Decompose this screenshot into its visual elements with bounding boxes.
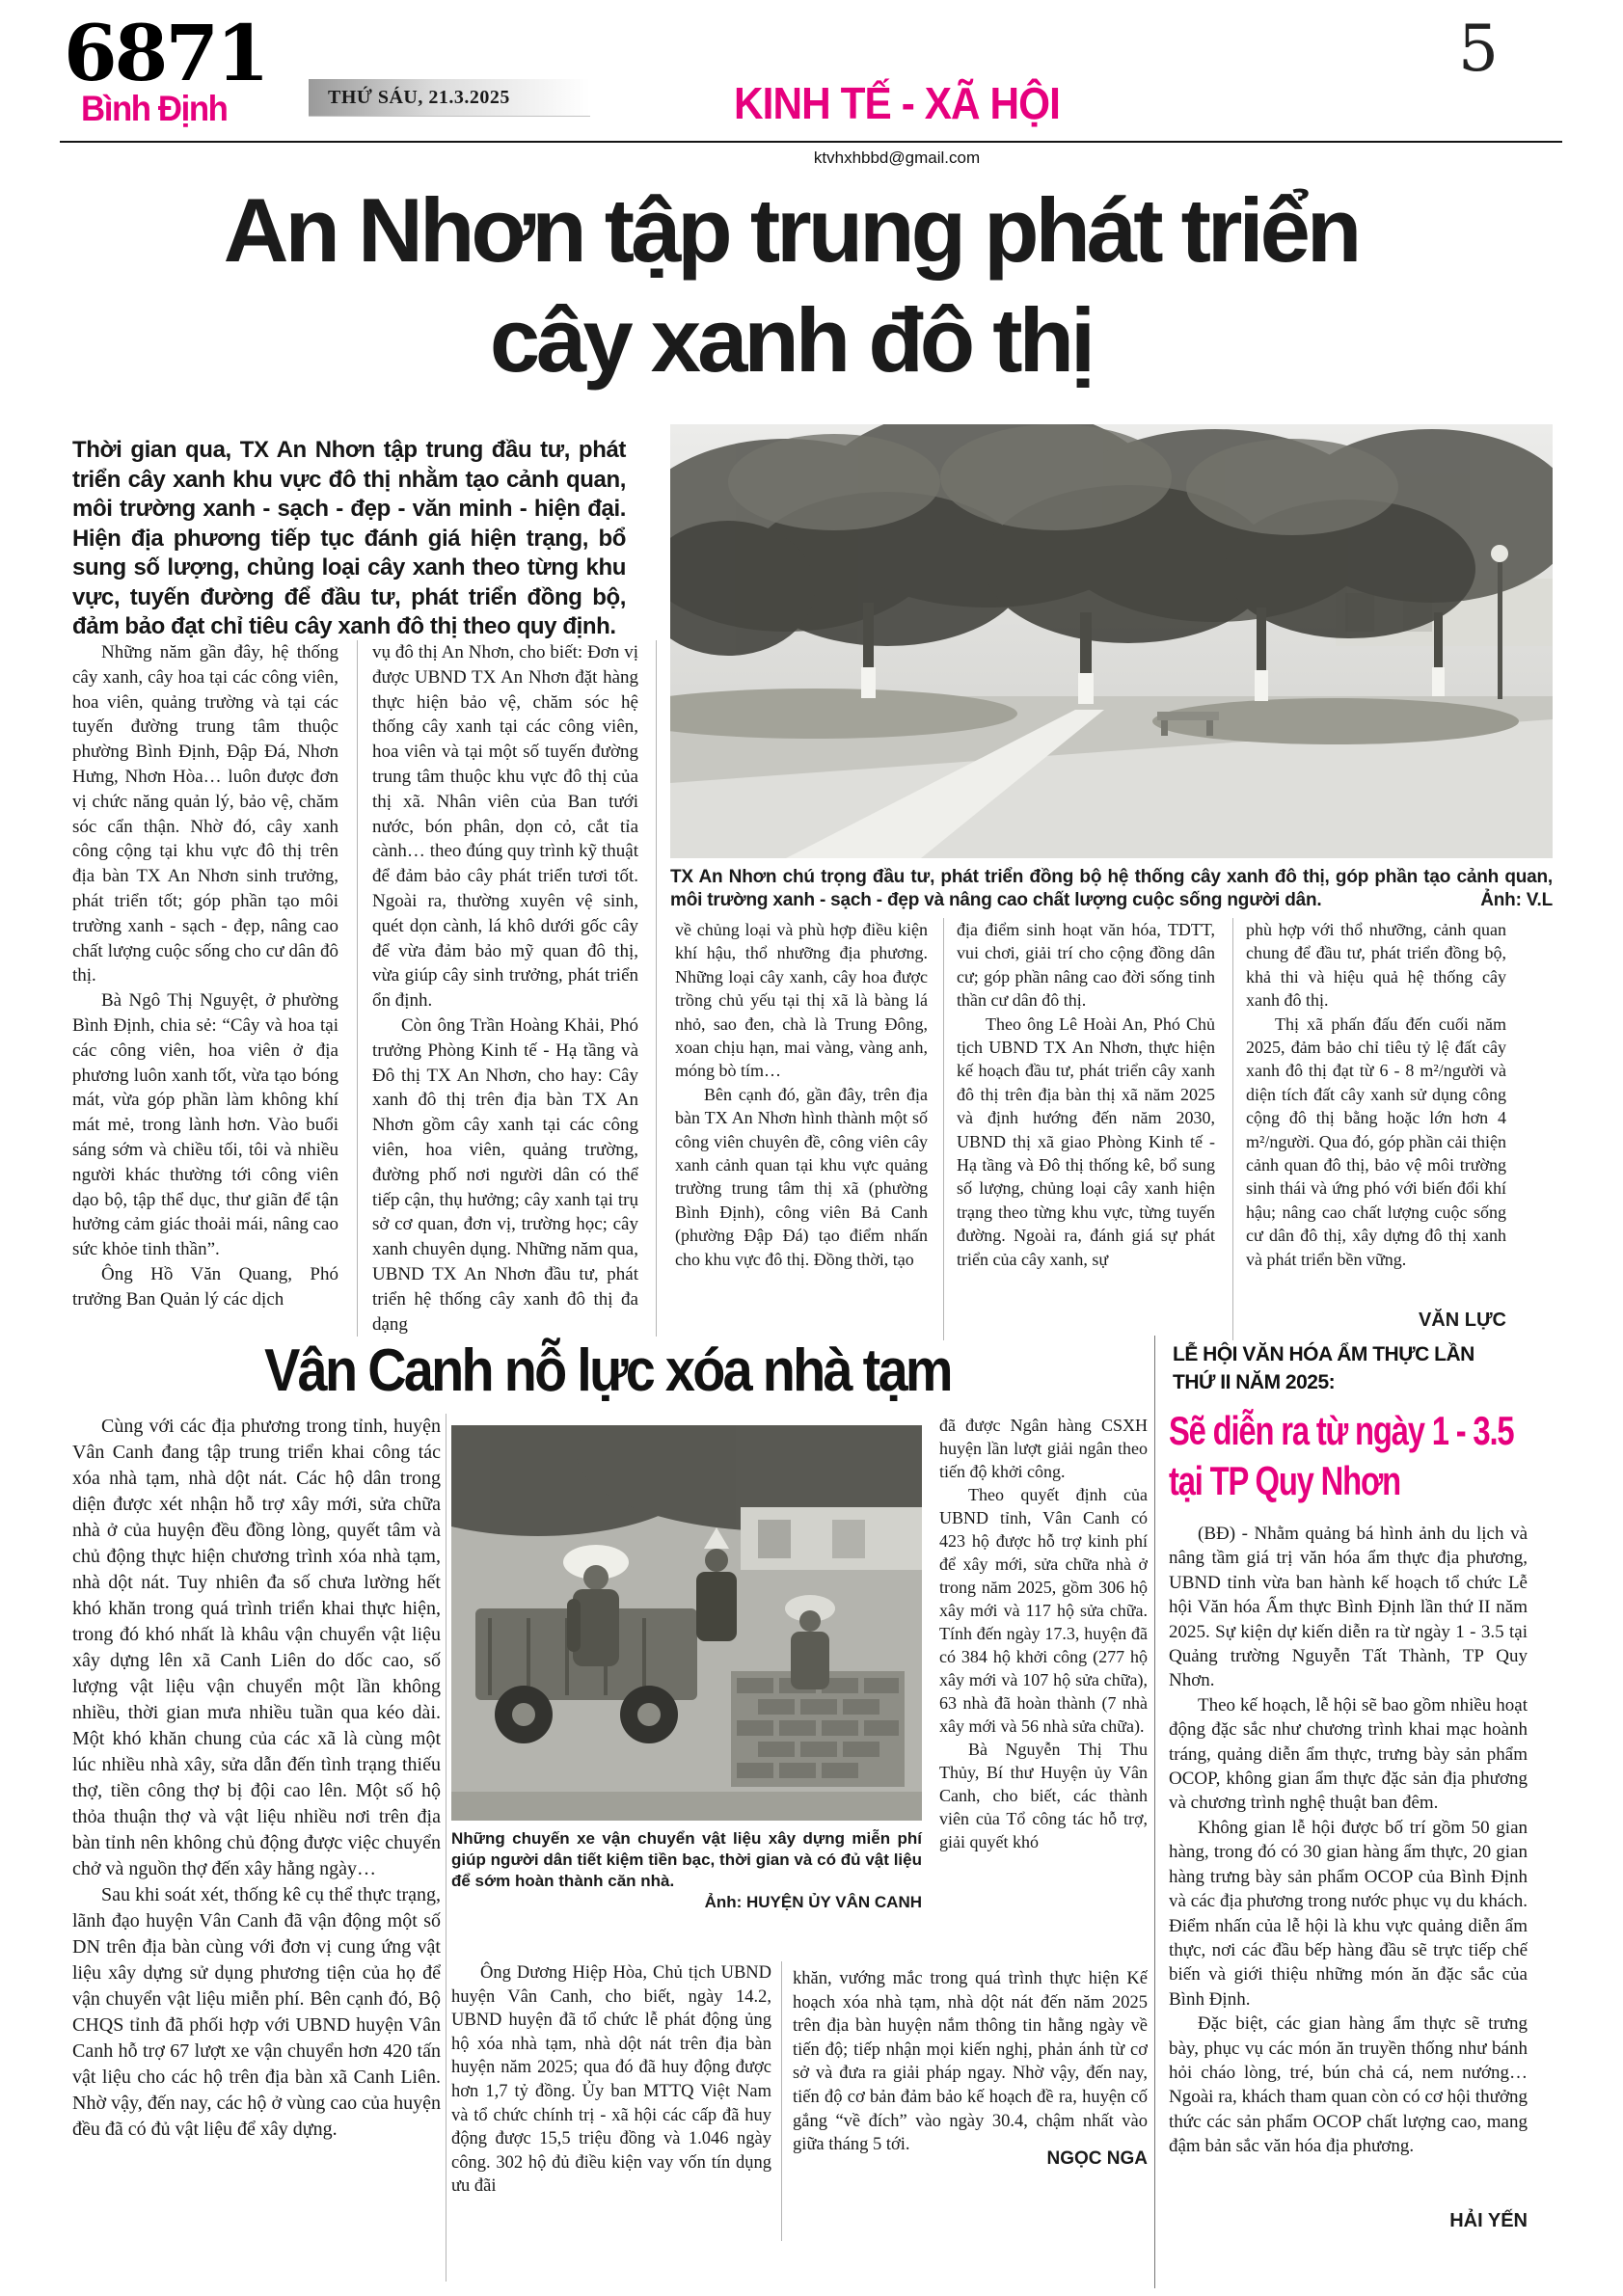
article1-headline (77, 176, 1504, 395)
worker-figure (785, 1595, 835, 1689)
paragraph: Cùng với các địa phương trong tỉnh, huyện Vân Canh đang tập trung triển khai công tác xóa nhà tạm, nhà dột nát. Các hộ dân trong diện được xét nhận hỗ trợ xây mới, sửa chữa nhà ở của huyện đều đồng lòng, quyết tâm và chủ động thực hiện chương trình xóa nhà tạm, nhà dột nát. Tuy nhiên đa số chưa lường hết khó khăn trong quá trình triển khai thực hiện, trong đó khó nhất là khâu vận chuyển vật liệu xây dựng lên xã Canh Liên do dốc cao, số lượng vật liệu vận chuyển một lần không nhiều, thời gian mưa nhiều tuần qua kéo dài. Một khó khăn chung của các xã là cùng một lúc nhiều nhà xây, sửa dẫn đến tình trạng thiếu thợ, tiền công thợ bị đội cao lên. Một số hộ thỏa thuận thợ và vật liệu nhiều nơi trên địa bàn tỉnh nên không chủ động được việc chuyển chở và nguồn thợ đến xây hằng ngày… (72, 1416, 441, 1879)
article3-headline (1169, 1406, 1528, 1506)
column-rule (781, 1961, 782, 2241)
column-rule (1232, 918, 1233, 1340)
article1-headline-line2: cây xanh đô thị (489, 289, 1093, 391)
article3-headline-line1: Sẽ diễn ra từ ngày 1 - 3.5 (1169, 1408, 1514, 1453)
paragraph: Theo quyết định của UBND tỉnh, Vân Canh có 423 hộ được hỗ trợ kinh phí để xây mới, sửa chữa nhà ở trong năm 2025, gồm 306 hộ xây mới và 117 hộ sửa chữa. Tính đến ngày 17.3, huyện đã có 384 hộ khởi công (277 hộ xây mới và 107 hộ sửa chữa), 63 nhà đã hoàn thành (7 nhà xây mới và 56 nhà sửa chữa). (939, 1485, 1148, 1736)
article1-headline-line1: An Nhơn tập trung phát triển (223, 179, 1359, 281)
article2-column-middle (451, 1961, 771, 2280)
article1-photo-caption (670, 866, 1553, 912)
article3-body (1169, 1522, 1528, 2197)
paragraph: địa điểm sinh hoạt văn hóa, TDTT, vui chơi, giải trí cho cộng đồng dân cư; góp phần nâng cao đời sống tinh thần cư dân đô thị. (957, 920, 1215, 1011)
article2-byline: NGỌC NGA (1046, 2148, 1148, 2169)
article1-photo-park (670, 424, 1553, 858)
photo-credit: Ảnh: V.L (1473, 889, 1553, 912)
article2-column-bottom (793, 1967, 1148, 2256)
park-photo-illustration (670, 424, 1553, 858)
date-label: THỨ SÁU, 21.3.2025 (328, 87, 510, 108)
worker-figure (563, 1545, 629, 1666)
sidebar-divider (1154, 1336, 1155, 2288)
column-rule (943, 918, 944, 1340)
paragraph: phù hợp với thổ nhưỡng, cảnh quan chung để đầu tư, phát triển đồng bộ, khả thi và hiệu quả hệ thống cây xanh đô thị. (1246, 920, 1506, 1011)
paragraph: Những năm gần đây, hệ thống cây xanh, cây hoa tại các công viên, hoa viên, quảng trường và tại các tuyến đường trung tâm thuộc phường Bình Định, Đập Đá, Nhơn Hưng, Nhơn Hòa… luôn được đơn vị chức năng quản lý, bảo vệ, chăm sóc cẩn thận. Nhờ đó, cây xanh công cộng tại khu vực đô thị trên địa bàn TX An Nhơn sinh trưởng, phát triển tốt; góp phần tạo môi trường xanh - sạch - đẹp, nâng cao chất lượng cuộc sống cho cư dân đô thị. (72, 642, 338, 986)
caption-text: Những chuyến xe vận chuyển vật liệu xây dựng miễn phí giúp người dân tiết kiệm tiền bạc, thời gian và có đủ vật liệu để sớm hoàn thành căn nhà. (451, 1829, 922, 1890)
paragraph: (BĐ) - Nhằm quảng bá hình ảnh du lịch và nâng tầm giá trị văn hóa ẩm thực địa phương, UBND tỉnh vừa ban hành kế hoạch tổ chức Lễ hội Văn hóa Ẩm thực Bình Định lần thứ II năm 2025. Sự kiện dự kiến diễn ra từ ngày 1 - 3.5 tại Quảng trường Nguyễn Tất Thành, TP Quy Nhơn. (1169, 1524, 1528, 1691)
paragraph: Bà Nguyễn Thị Thu Thủy, Bí thư Huyện ủy Vân Canh, cho biết, các thành viên của Tổ công tác hỗ trợ, giải quyết khó (939, 1740, 1148, 1851)
article1-column-3 (675, 918, 928, 1342)
paragraph: Theo ông Lê Hoài An, Phó Chủ tịch UBND TX An Nhơn, thực hiện kế hoạch đầu tư, phát triển cây xanh đô thị trên địa bàn thị xã năm 2025 và định hướng đến năm 2030, UBND thị xã giao Phòng Kinh tế - Hạ tầng và Đô thị thống kê, bổ sung số lượng, chủng loại cây xanh hiện trạng theo từng khu vực, từng tuyến đường. Ngoài ra, đánh giá sự phát triển của cây xanh, sự (957, 1013, 1215, 1269)
paragraph: Theo kế hoạch, lễ hội sẽ bao gồm nhiều hoạt động đặc sắc như chương trình khai mạc hoành tráng, quảng diễn ẩm thực, trưng bày sản phẩm OCOP, không gian ẩm thực đặc sản địa phương và chương trình nghệ thuật ban đêm. (1169, 1694, 1528, 1814)
paragraph: Đặc biệt, các gian hàng ẩm thực sẽ trưng bày, phục vụ các món ăn truyền thống như bánh hỏi cháo lòng, tré, bún chả cá, nem nướng… Ngoài ra, khách tham quan còn có cơ hội thưởng thức các sản phẩm OCOP chất lượng cao, mang đậm bản sắc văn hóa địa phương. (1169, 2013, 1528, 2157)
construction-photo-illustration (451, 1425, 922, 1821)
paragraph: Còn ông Trần Hoàng Khải, Phó trưởng Phòng Kinh tế - Hạ tầng và Đô thị TX An Nhơn, cho hay: Cây xanh đô thị trên địa bàn TX An Nhơn gồm cây xanh tại các công viên, hoa viên, quảng trường, đường phố nơi người dân có thể tiếp cận, thụ hưởng; cây xanh tại trụ sở cơ quan, đơn vị, trường học; cây xanh chuyên dụng. Những năm qua, UBND TX An Nhơn đầu tư, phát triển hệ thống cây xanh đô thị đa dạng (372, 1014, 638, 1335)
article3-byline: HẢI YẾN (1449, 2210, 1528, 2231)
paragraph: Ông Hồ Văn Quang, Phó trưởng Ban Quản lý các dịch (72, 1263, 338, 1310)
article1-lead: Thời gian qua, TX An Nhơn tập trung đầu tư, phát triển cây xanh khu vực đô thị nhằm tạo cảnh quan, môi trường xanh - sạch - đẹp - văn minh - hiện đại. Hiện địa phương tiếp tục đánh giá hiện trạng, bổ sung số lượng, chủng loại cây xanh theo từng khu vực, tuyến đường để đầu tư, phát triển đồng bộ, đảm bảo đạt chỉ tiêu cây xanh đô thị theo quy định. (72, 437, 626, 639)
article2-photo-caption (451, 1828, 922, 1913)
column-rule (357, 640, 358, 1337)
paragraph: vụ đô thị An Nhơn, cho biết: Đơn vị được UBND TX An Nhơn đặt hàng thực hiện bảo vệ, chăm sóc hệ thống cây xanh tại các công viên, hoa viên và tại một số tuyến đường trung tâm thuộc khu vực đô thị của thị xã. Nhân viên của Ban tưới nước, bón phân, dọn cỏ, cắt tỉa cành… theo đúng quy trình kỹ thuật để đảm bảo cây phát triển tươi tốt. Ngoài ra, thường xuyên vệ sinh, quét dọn cành, lá khô dưới gốc cây để vừa đảm bảo mỹ quan đô thị, vừa giúp cây sinh trưởng, phát triển ổn định. (372, 642, 638, 1012)
photo-credit: Ảnh: HUYỆN ỦY VÂN CANH (704, 1893, 922, 1911)
paragraph: Sau khi soát xét, thống kê cụ thể thực trạng, lãnh đạo huyện Vân Canh đã vận động một số DN trên địa bàn cùng với đơn vị cung ứng vật liệu xây dựng sử dụng phương tiện của họ để vận chuyển vật liệu miễn phí. Bên cạnh đó, Bộ CHQS tỉnh đã phối hợp với UBND huyện Vân Canh hỗ trợ 67 lượt xe vận chuyển hơn 420 tấn vật liệu cho các hộ trên địa bàn xã Canh Liên. Nhờ vậy, đến nay, các hộ ở vùng cao của huyện đều đã có đủ vật liệu để xây dựng. (72, 1884, 441, 2140)
page-number: 5 (1458, 12, 1499, 86)
paragraph: Không gian lễ hội được bố trí gồm 50 gian hàng, trong đó có 30 gian hàng ẩm thực, 20 gian hàng trưng bày sản phẩm OCOP của Bình Định và các địa phương trong nước phục vụ du khách. Điểm nhấn của lễ hội là khu vực quảng diễn ẩm thực, nơi các đầu bếp hàng đầu sẽ trực tiếp chế biến và giới thiệu những món ăn đặc sắc của Bình Định. (1169, 1817, 1528, 2010)
newspaper-brand: Bình Định (81, 89, 228, 128)
article1-column-5 (1246, 918, 1506, 1308)
issue-number: 6871 (64, 8, 267, 98)
paragraph: đã được Ngân hàng CSXH huyện lần lượt giải ngân theo tiến độ khởi công. (939, 1416, 1148, 1481)
paragraph: Bên cạnh đó, gần đây, trên địa bàn TX An Nhơn hình thành một số công viên chuyên đề, công viên cây xanh cảnh quan tại khu vực quảng trường trung tâm thị xã (phường Bình Định), công viên Bả Canh (phường Đập Đá) tạo điểm nhấn cho khu vực đô thị. Đồng thời, tạo (675, 1084, 928, 1269)
article2-headline: Vân Canh nỗ lực xóa nhà tạm (264, 1337, 951, 1404)
paragraph: Bà Ngô Thị Nguyệt, ở phường Bình Định, chia sẻ: “Cây và hoa tại các công viên, hoa viên ở địa phương luôn xanh tốt, vừa tạo bóng mát, vừa góp phần làm không khí mát mẻ, trong lành hơn. Vào buổi sáng sớm và chiều tối, tôi và nhiều người khác thường tới công viên dạo bộ, tập thể dục, thư giãn để tận hưởng cảm giác thoải mái, nâng cao sức khỏe tinh thần”. (72, 990, 338, 1260)
column-rule (656, 640, 657, 1337)
article2-column-right (939, 1414, 1148, 1959)
section-email: ktvhxhbbd@gmail.com (813, 149, 981, 167)
header-rule (60, 141, 1562, 143)
article1-column-4 (957, 918, 1215, 1342)
article2-column-1 (72, 1414, 441, 2283)
caption-text: TX An Nhơn chú trọng đầu tư, phát triển đồng bộ hệ thống cây xanh đô thị, góp phần tạo cảnh quan, môi trường xanh - sạch - đẹp và nâng cao chất lượng cuộc sống người dân. (670, 867, 1553, 910)
article3-headline-line2: tại TP Quy Nhơn (1169, 1458, 1400, 1503)
article1-column-2 (372, 640, 638, 1338)
paragraph: khăn, vướng mắc trong quá trình thực hiện Kế hoạch xóa nhà tạm, nhà dột nát đến năm 2025 trên địa bàn huyện nắm thông tin hằng ngày về tiến độ; tiếp nhận mọi kiến nghị, phản ánh từ cơ sở và đưa ra giải pháp ngay. Nhờ vậy, đến nay, tiến độ cơ bản đảm bảo kế hoạch đề ra, huyện cố gắng “về đích” vào ngày 30.4, chậm nhất vào giữa tháng 5 tới. (793, 1969, 1148, 2155)
article1-column-1 (72, 640, 338, 1338)
article2-photo-construction (451, 1425, 922, 1821)
article1-byline: VĂN LỰC (1418, 1310, 1506, 1331)
section-title: KINH TẾ - XÃ HỘI (734, 78, 1060, 128)
article3-kicker: LỄ HỘI VĂN HÓA ẨM THỰC LẦN THỨ II NĂM 2025: (1173, 1343, 1474, 1393)
date-bar (309, 79, 590, 117)
paragraph: về chủng loại và phù hợp điều kiện khí hậu, thổ nhưỡng địa phương. Những loại cây xanh, cây hoa được trồng chủ yếu tại thị xã là bàng lá nhỏ, sao đen, chà là Trung Đông, xoan chịu hạn, mai vàng, vàng anh, móng bò tím… (675, 920, 928, 1081)
paragraph: Thị xã phấn đấu đến cuối năm 2025, đảm bảo chỉ tiêu tỷ lệ đất cây xanh đô thị đạt từ 6 - 8 m²/người và diện tích đất cây xanh sử dụng công cộng đô thị bằng hoặc lớn hơn 4 m²/người. Qua đó, góp phần cải thiện cảnh quan đô thị, bảo vệ môi trường sinh thái và ứng phó với biến đổi khí hậu; nâng cao chất lượng cuộc sống cư dân đô thị, xây dựng đô thị xanh và phát triển bền vững. (1246, 1013, 1506, 1269)
paragraph: Ông Dương Hiệp Hòa, Chủ tịch UBND huyện Vân Canh, cho biết, ngày 14.2, UBND huyện đã tổ chức lễ phát động ủng hộ xóa nhà tạm, nhà dột nát trên địa bàn huyện năm 2025; qua đó đã huy động được hơn 1,7 tỷ đồng. Ủy ban MTTQ Việt Nam và tổ chức chính trị - xã hội các cấp đã huy động được 15,5 triệu đồng và 1.046 ngày công. 302 hộ đủ điều kiện vay vốn tín dụng ưu đãi (451, 1963, 771, 2197)
